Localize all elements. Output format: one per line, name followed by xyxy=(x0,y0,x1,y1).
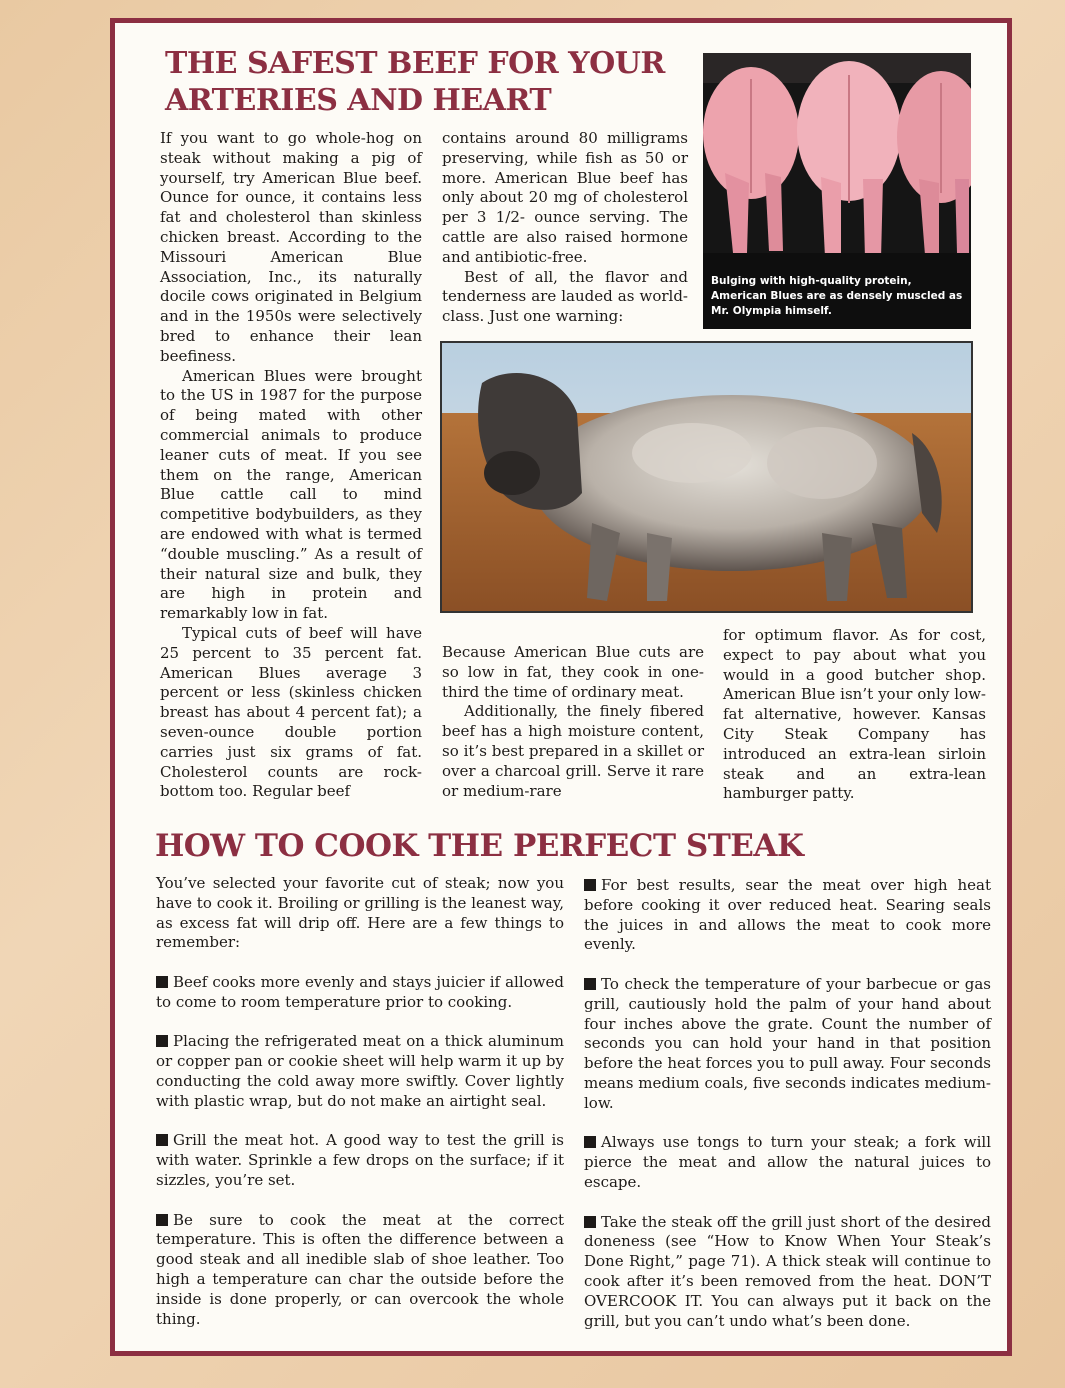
paragraph: for optimum flavor. As for cost, expect to pay about what you would in a good butcher shop. American Blue isn’t your only low-fat alternative, however. Kansas City Steak Company has introduced an extra-lean sirloin steak and an extra-lean hamburger patty. xyxy=(723,626,986,803)
bull-image xyxy=(442,343,973,613)
article-column-2-continued xyxy=(442,643,704,801)
tip-item xyxy=(156,1211,564,1330)
tip-item xyxy=(584,1133,991,1192)
tip-item xyxy=(584,1213,991,1332)
cooking-column-right xyxy=(584,876,991,1351)
paragraph: contains around 80 milligrams preserving, while fish as 50 or more. American Blue beef has only about 20 mg of cholesterol per 3 1/2- ounce serving. The cattle are also raised hormone and antibiotic-free. xyxy=(442,129,688,266)
bullet-square-icon xyxy=(584,1136,596,1148)
paragraph: Because American Blue cuts are so low in fat, they cook in one-third the time of ordinary meat. xyxy=(442,643,704,701)
bullet-square-icon xyxy=(156,1035,168,1047)
tip-text: Take the steak off the grill just short of the desired doneness (see “How to Know When Your Steak’s Done Right,” page 71). A thick steak will continue to cook after it’s been removed from the heat. DON’T OVERCOOK IT. You can always put it back on the grill, but you can’t undo what’s been done. xyxy=(584,1212,991,1330)
paragraph: Additionally, the finely fibered beef has a high moisture content, so it’s best prepared in a skillet or over a charcoal grill. Serve it rare or medium-rare xyxy=(442,702,704,800)
tip-text: Placing the refrigerated meat on a thick aluminum or copper pan or cookie sheet will help warm it up by conducting the cold away more swiftly. Cover lightly with plastic wrap, but do not make an airtight seal. xyxy=(156,1032,564,1110)
bullet-square-icon xyxy=(584,978,596,990)
tip-item xyxy=(584,975,991,1114)
tip-item xyxy=(156,1032,564,1111)
bullet-square-icon xyxy=(584,1216,596,1228)
tip-text: Grill the meat hot. A good way to test the grill is with water. Sprinkle a few drops on the surface; if it sizzles, you’re set. xyxy=(156,1131,564,1189)
tip-item xyxy=(584,876,991,955)
article-column-3 xyxy=(723,626,986,804)
cooking-heading: HOW TO COOK THE PERFECT STEAK xyxy=(155,828,804,864)
tip-text: Beef cooks more evenly and stays juicier if allowed to come to room temperature prior to cooking. xyxy=(156,972,564,1011)
bullet-square-icon xyxy=(584,879,596,891)
bullet-square-icon xyxy=(156,1134,168,1146)
paragraph: Best of all, the flavor and tenderness are lauded as world-class. Just one warning: xyxy=(442,267,688,326)
cattle-rear-photo xyxy=(703,53,971,329)
tip-item xyxy=(156,973,564,1013)
paragraph: Typical cuts of beef will have 25 percent to 35 percent fat. American Blues average 3 percent or less (skinless chicken breast has about 4 percent fat); a seven-ounce double portion carries just six grams of fat. Cholesterol counts are rock-bottom too. Regular beef xyxy=(160,623,422,801)
tip-text: To check the temperature of your barbecue or gas grill, cautiously hold the palm of your hand about four inches above the grate. Count the number of seconds you can hold your hand in that position before the heat forces you to pull away. Four seconds means medium coals, five seconds indicates medium-low. xyxy=(584,974,991,1112)
tip-item xyxy=(156,1131,564,1190)
magazine-page xyxy=(110,18,1012,1356)
paragraph: If you want to go whole-hog on steak without making a pig of yourself, try American Blue beef. Ounce for ounce, it contains less fat and cholesterol than skinless chicken breast. According to the Missouri American Blue Association, Inc., its naturally docile cows originated in Belgium and in the 1950s were selectively bred to enhance their lean beefiness. xyxy=(160,129,422,365)
tip-text: Be sure to cook the meat at the correct temperature. This is often the difference between a good steak and all inedible slab of shoe leather. Too high a temperature can char the outside before the inside is done properly, or can overcook the whole thing. xyxy=(156,1210,564,1328)
bull-photo xyxy=(440,341,973,613)
cooking-intro: You’ve selected your favorite cut of steak; now you have to cook it. Broiling or grilling is the leanest way, as excess fat will drip off. Here are a few things to remember: xyxy=(156,874,564,952)
photo-caption: Bulging with high-quality protein, American Blues are as densely muscled as Mr. Olympia himself. xyxy=(711,275,963,317)
cooking-column-left xyxy=(156,874,564,1349)
bullet-square-icon xyxy=(156,976,168,988)
paragraph: American Blues were brought to the US in 1987 for the purpose of being mated with other commercial animals to produce leaner cuts of meat. If you see them on the range, American Blue cattle call to mind competitive bodybuilders, as they are endowed with what is termed “double muscling.” As a result of their natural size and bulk, they are high in protein and remarkably low in fat. xyxy=(160,366,422,623)
tip-text: For best results, sear the meat over high heat before cooking it over reduced heat. Searing seals the juices in and allows the meat to cook more evenly. xyxy=(584,876,991,954)
article-column-1 xyxy=(160,129,422,802)
bullet-square-icon xyxy=(156,1214,168,1226)
article-column-2 xyxy=(442,129,688,327)
tip-text: Always use tongs to turn your steak; a fork will pierce the meat and allow the natural juices to escape. xyxy=(584,1133,991,1191)
article-heading: THE SAFEST BEEF FOR YOUR ARTERIES AND HEART xyxy=(165,46,665,118)
